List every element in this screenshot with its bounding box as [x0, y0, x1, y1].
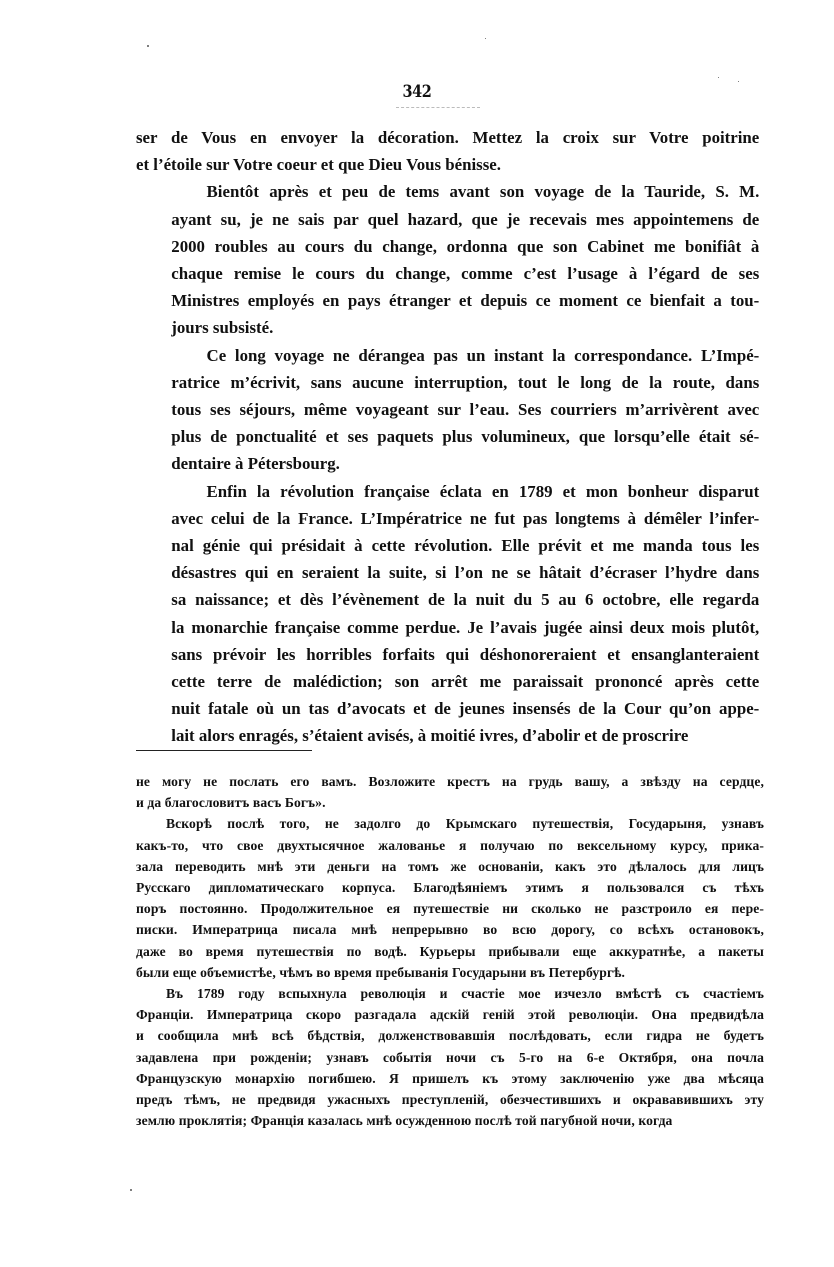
footnote-text-russian [136, 771, 764, 1131]
text-line: plus de ponctualité et ses paquets plus volumineux, que lorsqu’elle était sé- [171, 427, 760, 447]
text-line: cette terre de malédiction; son arrêt me paraissait prononcé après cette [171, 672, 760, 692]
text-line: ratrice m’écrivit, sans aucune interruption, tout le long de la route, dans [171, 372, 760, 392]
text-line: lait alors enragés, s’étaient avisés, à moitié ivres, d’abolir et de proscrire [171, 726, 689, 746]
text-line: поръ постоянно. Продолжительное ея путешествіе ни сколько не разстроило ея пере- [136, 901, 764, 917]
scan-speck [718, 77, 719, 78]
footnote-paragraph [136, 813, 764, 983]
text-line: tous ses séjours, même voyageant sur l’eau. Ses courriers m’arrivèrent avec [171, 400, 760, 420]
text-line: были еще объемистѣе, чѣмъ во время пребыванія Государыни въ Петербургѣ. [136, 964, 625, 980]
text-line: sans prévoir les horribles forfaits qui déshonoreraient et ensanglanteraient [171, 644, 760, 664]
text-line: Enfin la révolution française éclata en 1789 et mon bonheur disparut [206, 481, 760, 501]
text-line: la monarchie française comme perdue. Je l’avais jugée ainsi deux mois plutôt, [171, 617, 760, 637]
text-line: Ce long voyage ne dérangea pas un instant la correspondance. L’Impé- [206, 345, 760, 365]
text-line: ayant su, je ne sais par quel hazard, que je recevais mes appointemens de [171, 209, 760, 229]
text-line: nal génie qui présidait à cette révolution. Elle prévit et me manda tous les [171, 536, 760, 556]
text-line: Вскорѣ послѣ того, не задолго до Крымскаго путешествія, Государыня, узнавъ [166, 816, 764, 832]
scan-speck [147, 45, 149, 47]
scan-speck [130, 1189, 132, 1191]
text-line: jours subsisté. [171, 318, 274, 338]
page-number: 342 [402, 82, 432, 102]
text-line: Франціи. Императрица скоро разгадала адскій геній этой революціи. Она предвидѣла [136, 1007, 764, 1023]
paragraph [136, 478, 759, 750]
scan-speck [485, 38, 486, 39]
paragraph [136, 124, 759, 178]
text-line: chaque remise le cours du change, comme c’est l’usage à l’égard de ses [171, 264, 760, 284]
header-rule [396, 107, 480, 108]
text-line: Ministres employés en pays étranger et depuis ce moment ce bienfait a tou- [171, 291, 760, 311]
text-line: Въ 1789 году вспыхнула революція и счастіе мое изчезло вмѣстѣ съ счастіемъ [166, 986, 764, 1002]
text-line: ser de Vous en envoyer la décoration. Mettez la croix sur Votre poitrine [136, 128, 760, 147]
text-line: nuit fatale où un tas d’avocats et de jeunes insensés de la Cour qu’on appe- [171, 699, 760, 719]
text-line: sa naissance; et dès l’évènement de la nuit du 5 au 6 octobre, elle regarda [171, 590, 760, 610]
main-text-french [136, 124, 759, 750]
footnote-separator [136, 750, 312, 751]
text-line: Русскаго дипломатическаго корпуса. Благодѣяніемъ этимъ я пользовался съ тѣхъ [136, 880, 764, 896]
text-line: писки. Императрица писала мнѣ непрерывно во всю дорогу, со всѣхъ остановокъ, [136, 922, 764, 938]
text-line: avec celui de la France. L’Impératrice ne fut pas longtems à démêler l’infer- [171, 508, 760, 528]
text-line: задавлена при рожденіи; узнавъ событія ночи съ 5-го на 6-е Октября, она почла [136, 1049, 764, 1065]
text-line: и да благословитъ васъ Богъ». [136, 795, 326, 811]
footnote-paragraph [136, 771, 764, 813]
text-line: зала переводить мнѣ эти деньги на томъ же основаніи, какъ это дѣлалось для лицъ [136, 858, 764, 874]
text-line: даже во время путешествія по водѣ. Курьеры прибывали еще аккуратнѣе, а пакеты [136, 943, 764, 959]
text-line: dentaire à Pétersbourg. [171, 454, 340, 474]
paragraph [136, 342, 759, 478]
text-line: Французскую монархію погибшею. Я пришелъ къ этому заключенію уже два мѣсяца [136, 1070, 764, 1086]
text-line: 2000 roubles au cours du change, ordonna que son Cabinet me bonifiât à [171, 236, 760, 256]
text-line: désastres qui en seraient la suite, si l’on ne se hâtait d’écraser l’hydre dans [171, 563, 760, 583]
text-line: et l’étoile sur Votre coeur et que Dieu Vous bénisse. [136, 155, 501, 175]
text-line: предъ тѣмъ, не предвидя ужасныхъ преступленій, обезчестившихъ и окрававившихъ эту [136, 1092, 764, 1108]
text-line: землю проклятія; Франція казалась мнѣ осужденною послѣ той пагубной ночи, когда [136, 1113, 673, 1129]
text-line: Bientôt après et peu de tems avant son voyage de la Tauride, S. M. [206, 182, 760, 202]
paragraph [136, 178, 759, 341]
text-line: какъ-то, что свое двухтысячное жалованье я получаю по вексельному курсу, прика- [136, 837, 764, 853]
text-line: не могу не послать его вамъ. Возложите крестъ на грудь вашу, а звѣзду на сердце, [136, 774, 764, 789]
text-line: и сообщила мнѣ всѣ бѣдствія, долженствовавшія послѣдовать, если гидра не будетъ [136, 1028, 764, 1044]
footnote-paragraph [136, 983, 764, 1131]
